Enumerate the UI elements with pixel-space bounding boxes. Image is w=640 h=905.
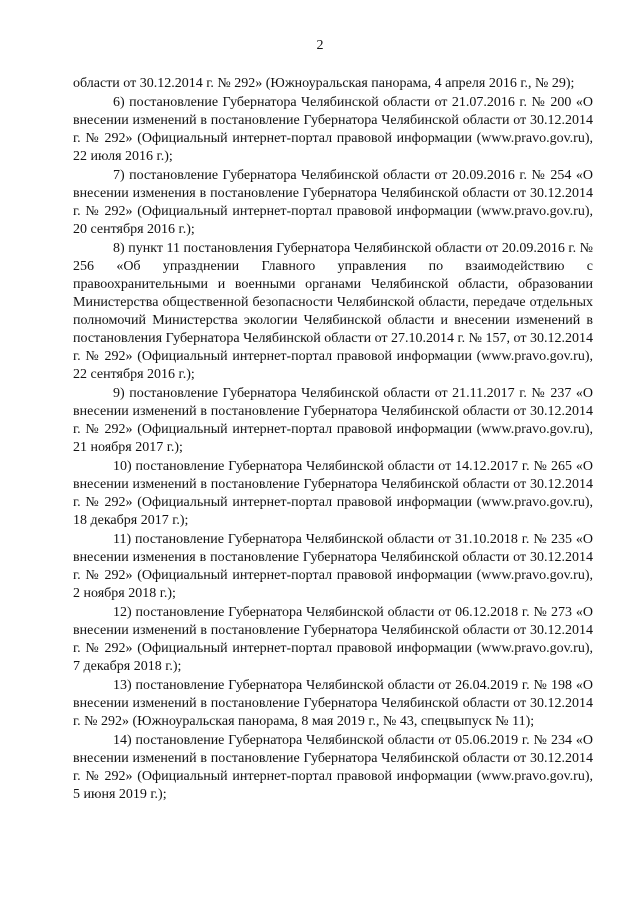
list-item-6: 6) постановление Губернатора Челябинской области от 21.07.2016 г. № 200 «О внесении изменений в постановление Губернатора Челябинской области от 30.12.2014 г. № 292» (Официальный интернет-портал правовой информации (www.pravo.gov.ru), 22 июля 2016 г.); <box>73 95 593 164</box>
list-item-11: 11) постановление Губернатора Челябинской области от 31.10.2018 г. № 235 «О внесении изменения в постановление Губернатора Челябинской области от 30.12.2014 г. № 292» (Официальный интернет-портал правовой информации (www.pravo.gov.ru), 2 ноября 2018 г.); <box>73 532 593 601</box>
list-item-8: 8) пункт 11 постановления Губернатора Челябинской области от 20.09.2016 г. № 256 «Об упразднении Главного управления по взаимодействию с правоохранительными и военными органами Челябинской области, образовании Министерства общественной безопасности Челябинской области, передаче отдельных полномочий Министерства экологии Челябинской области и внесении изменений в постановления Губернатора Челябинской области от 27.10.2014 г. № 157, от 30.12.2014 г. № 292» (Официальный интернет-портал правовой информации (www.pravo.gov.ru), 22 сентября 2016 г.); <box>73 241 593 382</box>
list-item-7: 7) постановление Губернатора Челябинской области от 20.09.2016 г. № 254 «О внесении изменения в постановление Губернатора Челябинской области от 30.12.2014 г. № 292» (Официальный интернет-портал правовой информации (www.pravo.gov.ru), 20 сентября 2016 г.); <box>73 168 593 237</box>
page-number: 2 <box>316 38 324 53</box>
list-item-14: 14) постановление Губернатора Челябинской области от 05.06.2019 г. № 234 «О внесении изменений в постановление Губернатора Челябинской области от 30.12.2014 г. № 292» (Официальный интернет-портал правовой информации (www.pravo.gov.ru), 5 июня 2019 г.); <box>73 733 593 802</box>
list-item-12: 12) постановление Губернатора Челябинской области от 06.12.2018 г. № 273 «О внесении изменений в постановление Губернатора Челябинской области от 30.12.2014 г. № 292» (Официальный интернет-портал правовой информации (www.pravo.gov.ru), 7 декабря 2018 г.); <box>73 605 593 674</box>
document-body <box>73 75 593 804</box>
list-item-9: 9) постановление Губернатора Челябинской области от 21.11.2017 г. № 237 «О внесении изменений в постановление Губернатора Челябинской области от 30.12.2014 г. № 292» (Официальный интернет-портал правовой информации (www.pravo.gov.ru), 21 ноября 2017 г.); <box>73 386 593 455</box>
paragraph-continuation: области от 30.12.2014 г. № 292» (Южноуральская панорама, 4 апреля 2016 г., № 29); <box>73 76 575 91</box>
list-item-13: 13) постановление Губернатора Челябинской области от 26.04.2019 г. № 198 «О внесении изменений в постановление Губернатора Челябинской области от 30.12.2014 г. № 292» (Южноуральская панорама, 8 мая 2019 г., № 43, спецвыпуск № 11); <box>73 678 593 729</box>
list-item-10: 10) постановление Губернатора Челябинской области от 14.12.2017 г. № 265 «О внесении изменений в постановление Губернатора Челябинской области от 30.12.2014 г. № 292» (Официальный интернет-портал правовой информации (www.pravo.gov.ru), 18 декабря 2017 г.); <box>73 459 593 528</box>
